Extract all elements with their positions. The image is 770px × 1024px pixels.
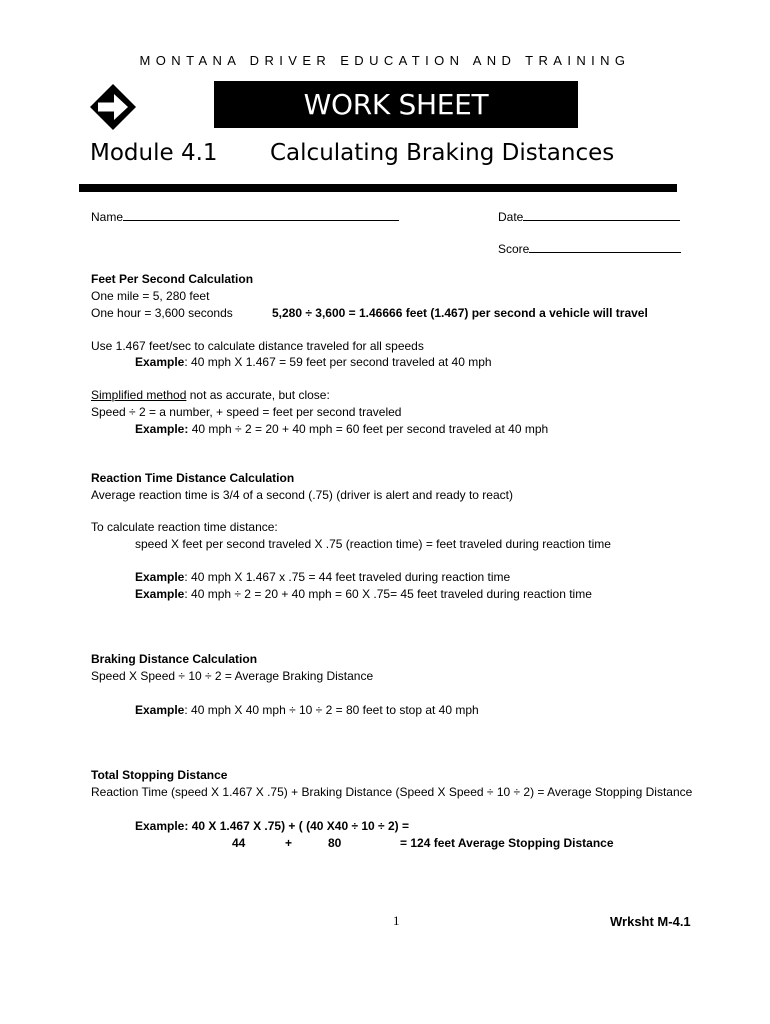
example-label: Example bbox=[135, 587, 185, 601]
reaction-line-2: To calculate reaction time distance: bbox=[91, 520, 278, 534]
example-text: : 40 mph X 1.467 = 59 feet per second traveled at 40 mph bbox=[184, 355, 492, 369]
example-label: Example bbox=[135, 570, 185, 584]
name-label: Name bbox=[91, 210, 124, 224]
score-label: Score bbox=[498, 242, 530, 256]
module-title: Calculating Braking Distances bbox=[270, 140, 615, 166]
worksheet-code: Wrksht M-4.1 bbox=[610, 914, 691, 929]
braking-heading: Braking Distance Calculation bbox=[91, 652, 258, 666]
header-rule bbox=[79, 184, 677, 192]
stopping-example: Example: 40 X 1.467 X .75) + ( (40 X40 ÷ 10 ÷ 2) = bbox=[135, 819, 409, 833]
score-field[interactable] bbox=[498, 239, 681, 258]
reaction-example-2 bbox=[135, 586, 592, 603]
name-blank[interactable] bbox=[123, 207, 399, 221]
simplified-method-text: not as accurate, but close: bbox=[186, 388, 330, 402]
example-label: Example: bbox=[135, 422, 189, 436]
name-field[interactable] bbox=[91, 207, 399, 226]
score-blank[interactable] bbox=[529, 239, 681, 253]
fps-heading: Feet Per Second Calculation bbox=[91, 272, 254, 286]
braking-line-1: Speed X Speed ÷ 10 ÷ 2 = Average Braking Distance bbox=[91, 669, 374, 683]
stopping-value-braking: 80 bbox=[328, 836, 342, 850]
reaction-line-3: speed X feet per second traveled X .75 (reaction time) = feet traveled during reaction time bbox=[135, 537, 611, 551]
date-field[interactable] bbox=[498, 207, 680, 226]
date-blank[interactable] bbox=[523, 207, 680, 221]
page-number: 1 bbox=[393, 913, 400, 928]
braking-example bbox=[135, 702, 479, 719]
example-text: : 40 mph ÷ 2 = 20 + 40 mph = 60 X .75= 45 feet traveled during reaction time bbox=[184, 587, 592, 601]
fps-example bbox=[135, 354, 492, 371]
reaction-heading: Reaction Time Distance Calculation bbox=[91, 471, 295, 485]
example-text: : 40 mph X 40 mph ÷ 10 ÷ 2 = 80 feet to stop at 40 mph bbox=[184, 703, 479, 717]
example-text: : 40 mph X 1.467 x .75 = 44 feet traveled during reaction time bbox=[184, 570, 511, 584]
reaction-line-1: Average reaction time is 3/4 of a second (.75) (driver is alert and ready to react) bbox=[91, 488, 513, 502]
stopping-value-reaction: 44 bbox=[232, 836, 246, 850]
fps-line-2: One hour = 3,600 seconds bbox=[91, 306, 233, 320]
right-arrow-diamond-icon bbox=[90, 84, 136, 130]
stopping-result: = 124 feet Average Stopping Distance bbox=[400, 836, 614, 850]
stopping-plus: + bbox=[285, 836, 293, 850]
stopping-heading: Total Stopping Distance bbox=[91, 768, 228, 782]
example-label: Example bbox=[135, 703, 185, 717]
fps-example-2 bbox=[135, 421, 548, 438]
example-label: Example bbox=[135, 355, 185, 369]
example-text: 40 mph ÷ 2 = 20 + 40 mph = 60 feet per second traveled at 40 mph bbox=[188, 422, 549, 436]
reaction-example-1 bbox=[135, 569, 510, 586]
fps-simplified bbox=[91, 387, 330, 404]
simplified-method-label: Simplified method bbox=[91, 388, 187, 402]
org-header: MONTANA DRIVER EDUCATION AND TRAINING bbox=[139, 53, 631, 68]
module-number: Module 4.1 bbox=[90, 140, 218, 166]
date-label: Date bbox=[498, 210, 524, 224]
fps-line-1: One mile = 5, 280 feet bbox=[91, 289, 210, 303]
fps-use: Use 1.467 feet/sec to calculate distance traveled for all speeds bbox=[91, 339, 424, 353]
fps-formula: 5,280 ÷ 3,600 = 1.46666 feet (1.467) per second a vehicle will travel bbox=[272, 306, 648, 320]
stopping-line-1: Reaction Time (speed X 1.467 X .75) + Braking Distance (Speed X Speed ÷ 10 ÷ 2) = Average Stopping Distance bbox=[91, 785, 693, 799]
worksheet-banner: WORK SHEET bbox=[214, 81, 578, 128]
fps-speed-line: Speed ÷ 2 = a number, + speed = feet per second traveled bbox=[91, 405, 402, 419]
